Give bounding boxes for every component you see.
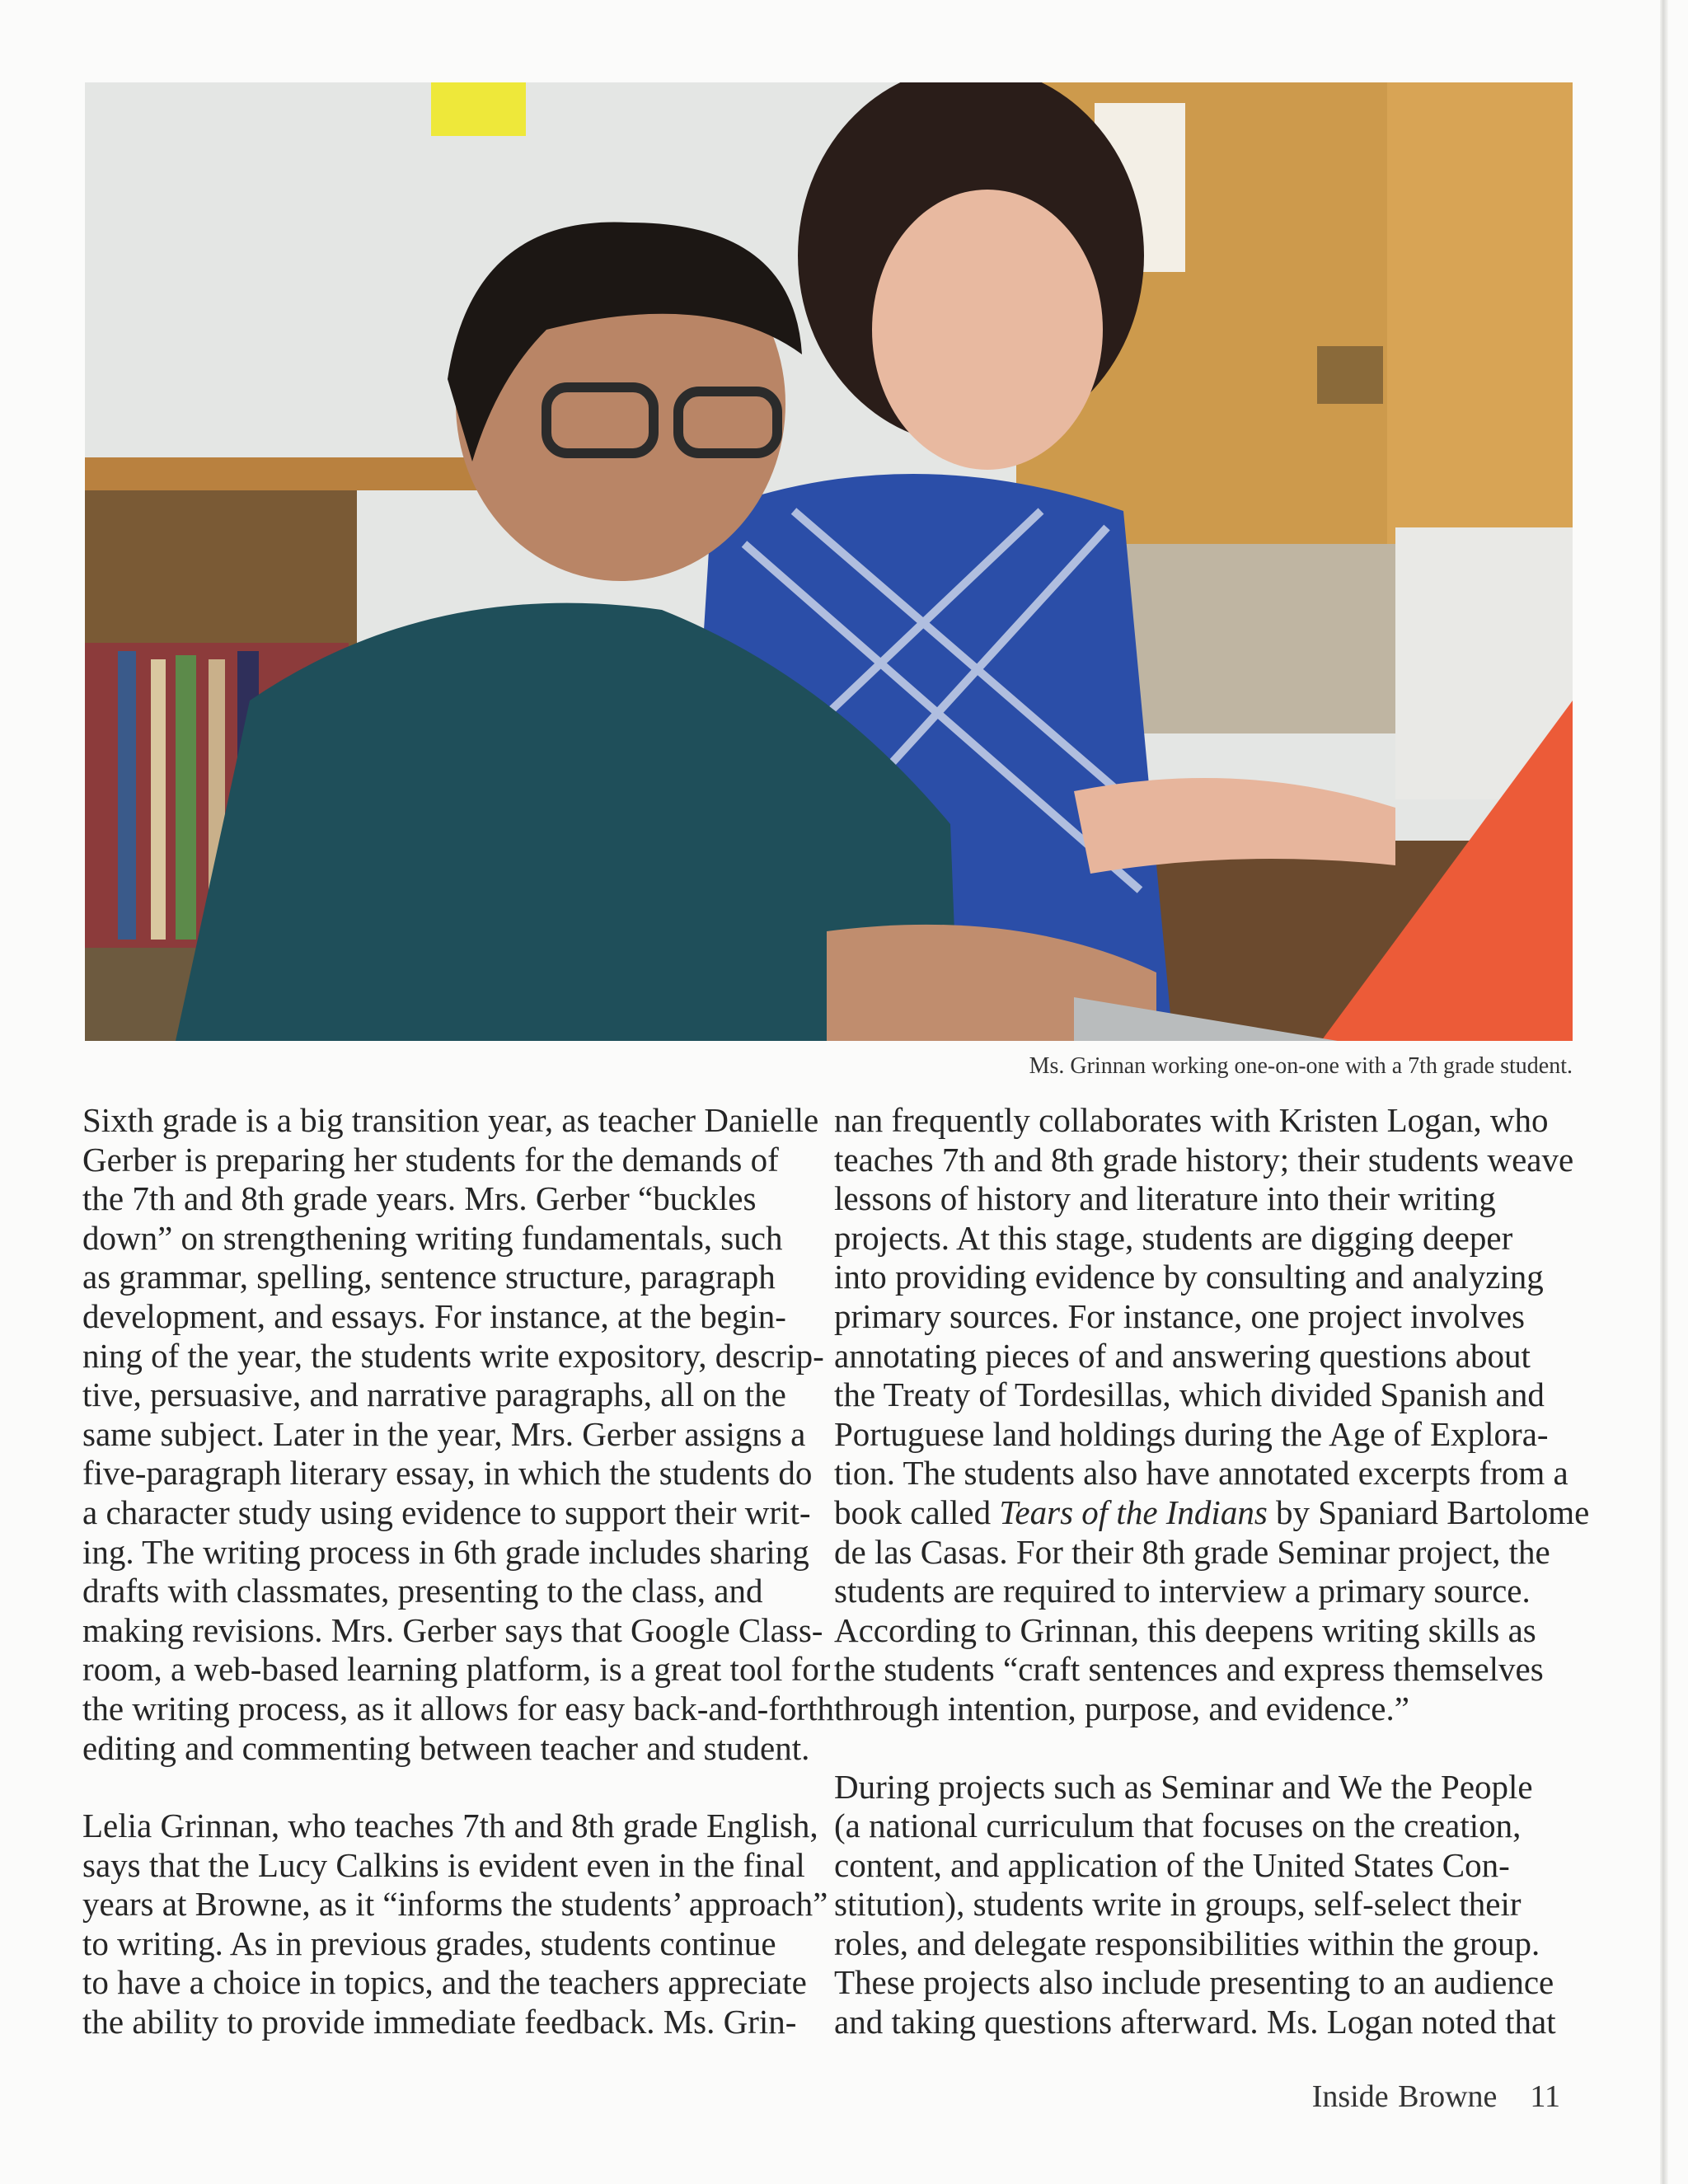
- book-title: Tears of the Indians: [999, 1493, 1268, 1531]
- text-line: years at Browne, as it “informs the students’ approach”: [82, 1885, 828, 1924]
- text-line: These projects also include presenting to an audience: [834, 1963, 1554, 2002]
- text-line: the students “craft sentences and express themselves: [834, 1650, 1544, 1689]
- text-segment: book called: [834, 1493, 1000, 1531]
- text-line: projects. At this stage, students are digging deeper: [834, 1218, 1513, 1257]
- text-line: ning of the year, the students write expository, descrip-: [82, 1336, 824, 1375]
- paragraph-seminar-projects: [834, 1767, 1556, 2042]
- paragraph-lelia-grinnan: [82, 1807, 828, 2042]
- text-line: down” on strengthening writing fundamentals, such: [82, 1218, 783, 1257]
- text-line: same subject. Later in the year, Mrs. Gerber assigns a: [82, 1414, 806, 1453]
- text-line: [834, 1493, 1590, 1533]
- text-line: students are required to interview a primary source.: [834, 1572, 1531, 1610]
- text-line: de las Casas. For their 8th grade Seminar project, the: [834, 1532, 1550, 1571]
- text-line: to writing. As in previous grades, students continue: [82, 1924, 776, 1962]
- text-line: Lelia Grinnan, who teaches 7th and 8th grade English,: [82, 1807, 818, 1845]
- text-line: primary sources. For instance, one project involves: [834, 1296, 1525, 1335]
- text-line: annotating pieces of and answering questions about: [834, 1336, 1531, 1375]
- text-line: room, a web-based learning platform, is a great tool for: [82, 1650, 831, 1689]
- text-line: nan frequently collaborates with Kristen Logan, who: [834, 1101, 1549, 1139]
- text-line: roles, and delegate responsibilities within the group.: [834, 1924, 1540, 1962]
- text-line: to have a choice in topics, and the teachers appreciate: [82, 1963, 807, 2002]
- article-left-column: [82, 1101, 834, 2042]
- text-segment: by Spaniard Bartolome: [1267, 1493, 1590, 1531]
- text-line: Portuguese land holdings during the Age of Explora-: [834, 1414, 1549, 1453]
- text-line: editing and commenting between teacher and student.: [82, 1728, 810, 1767]
- text-line: the Treaty of Tordesillas, which divided Spanish and: [834, 1376, 1545, 1414]
- text-line: the writing process, as it allows for easy back-and-forth: [82, 1689, 834, 1727]
- text-line: and taking questions afterward. Ms. Logan noted that: [834, 2003, 1556, 2041]
- text-line: drafts with classmates, presenting to the class, and: [82, 1572, 763, 1610]
- text-line: content, and application of the United States Con-: [834, 1845, 1510, 1884]
- article-right-column: [834, 1101, 1590, 2042]
- text-line: stitution), students write in groups, self-select their: [834, 1885, 1522, 1924]
- article-photo: [85, 82, 1573, 1041]
- text-line: a character study using evidence to support their writ-: [82, 1493, 811, 1531]
- text-line: into providing evidence by consulting and analyzing: [834, 1258, 1544, 1296]
- page-footer: [1312, 2079, 1560, 2115]
- text-line: making revisions. Mrs. Gerber says that Google Class-: [82, 1610, 823, 1649]
- scan-edge-shadow: [1660, 0, 1668, 2184]
- text-line: five-paragraph literary essay, in which the students do: [82, 1454, 813, 1493]
- text-line: tive, persuasive, and narrative paragraphs, all on the: [82, 1376, 786, 1414]
- text-line: (a national curriculum that focuses on the creation,: [834, 1807, 1522, 1845]
- text-line: as grammar, spelling, sentence structure, paragraph: [82, 1258, 776, 1296]
- photo-caption: Ms. Grinnan working one-on-one with a 7th grade student.: [1029, 1053, 1573, 1079]
- text-line: ing. The writing process in 6th grade includes sharing: [82, 1532, 809, 1571]
- text-line: Sixth grade is a big transition year, as teacher Danielle: [82, 1101, 819, 1139]
- text-line: lessons of history and literature into their writing: [834, 1179, 1496, 1218]
- text-line: tion. The students also have annotated excerpts from a: [834, 1454, 1568, 1493]
- text-line: the ability to provide immediate feedback. Ms. Grin-: [82, 2003, 797, 2041]
- text-line: According to Grinnan, this deepens writing skills as: [834, 1610, 1536, 1649]
- text-line: Gerber is preparing her students for the demands of: [82, 1140, 779, 1179]
- text-line: During projects such as Seminar and We the People: [834, 1767, 1533, 1806]
- paragraph-sixth-grade: [82, 1101, 834, 1768]
- text-line: says that the Lucy Calkins is evident even in the final: [82, 1845, 805, 1884]
- text-line: through intention, purpose, and evidence.”: [834, 1689, 1409, 1727]
- text-line: teaches 7th and 8th grade history; their students weave: [834, 1140, 1574, 1179]
- publication-name: Inside Browne: [1311, 2079, 1498, 2114]
- text-line: development, and essays. For instance, at the begin-: [82, 1296, 786, 1335]
- paragraph-grinnan-collaboration: [834, 1101, 1590, 1729]
- classroom-photo-illustration: [85, 82, 1573, 1041]
- page-number: 11: [1530, 2079, 1560, 2114]
- text-line: the 7th and 8th grade years. Mrs. Gerber “buckles: [82, 1179, 757, 1218]
